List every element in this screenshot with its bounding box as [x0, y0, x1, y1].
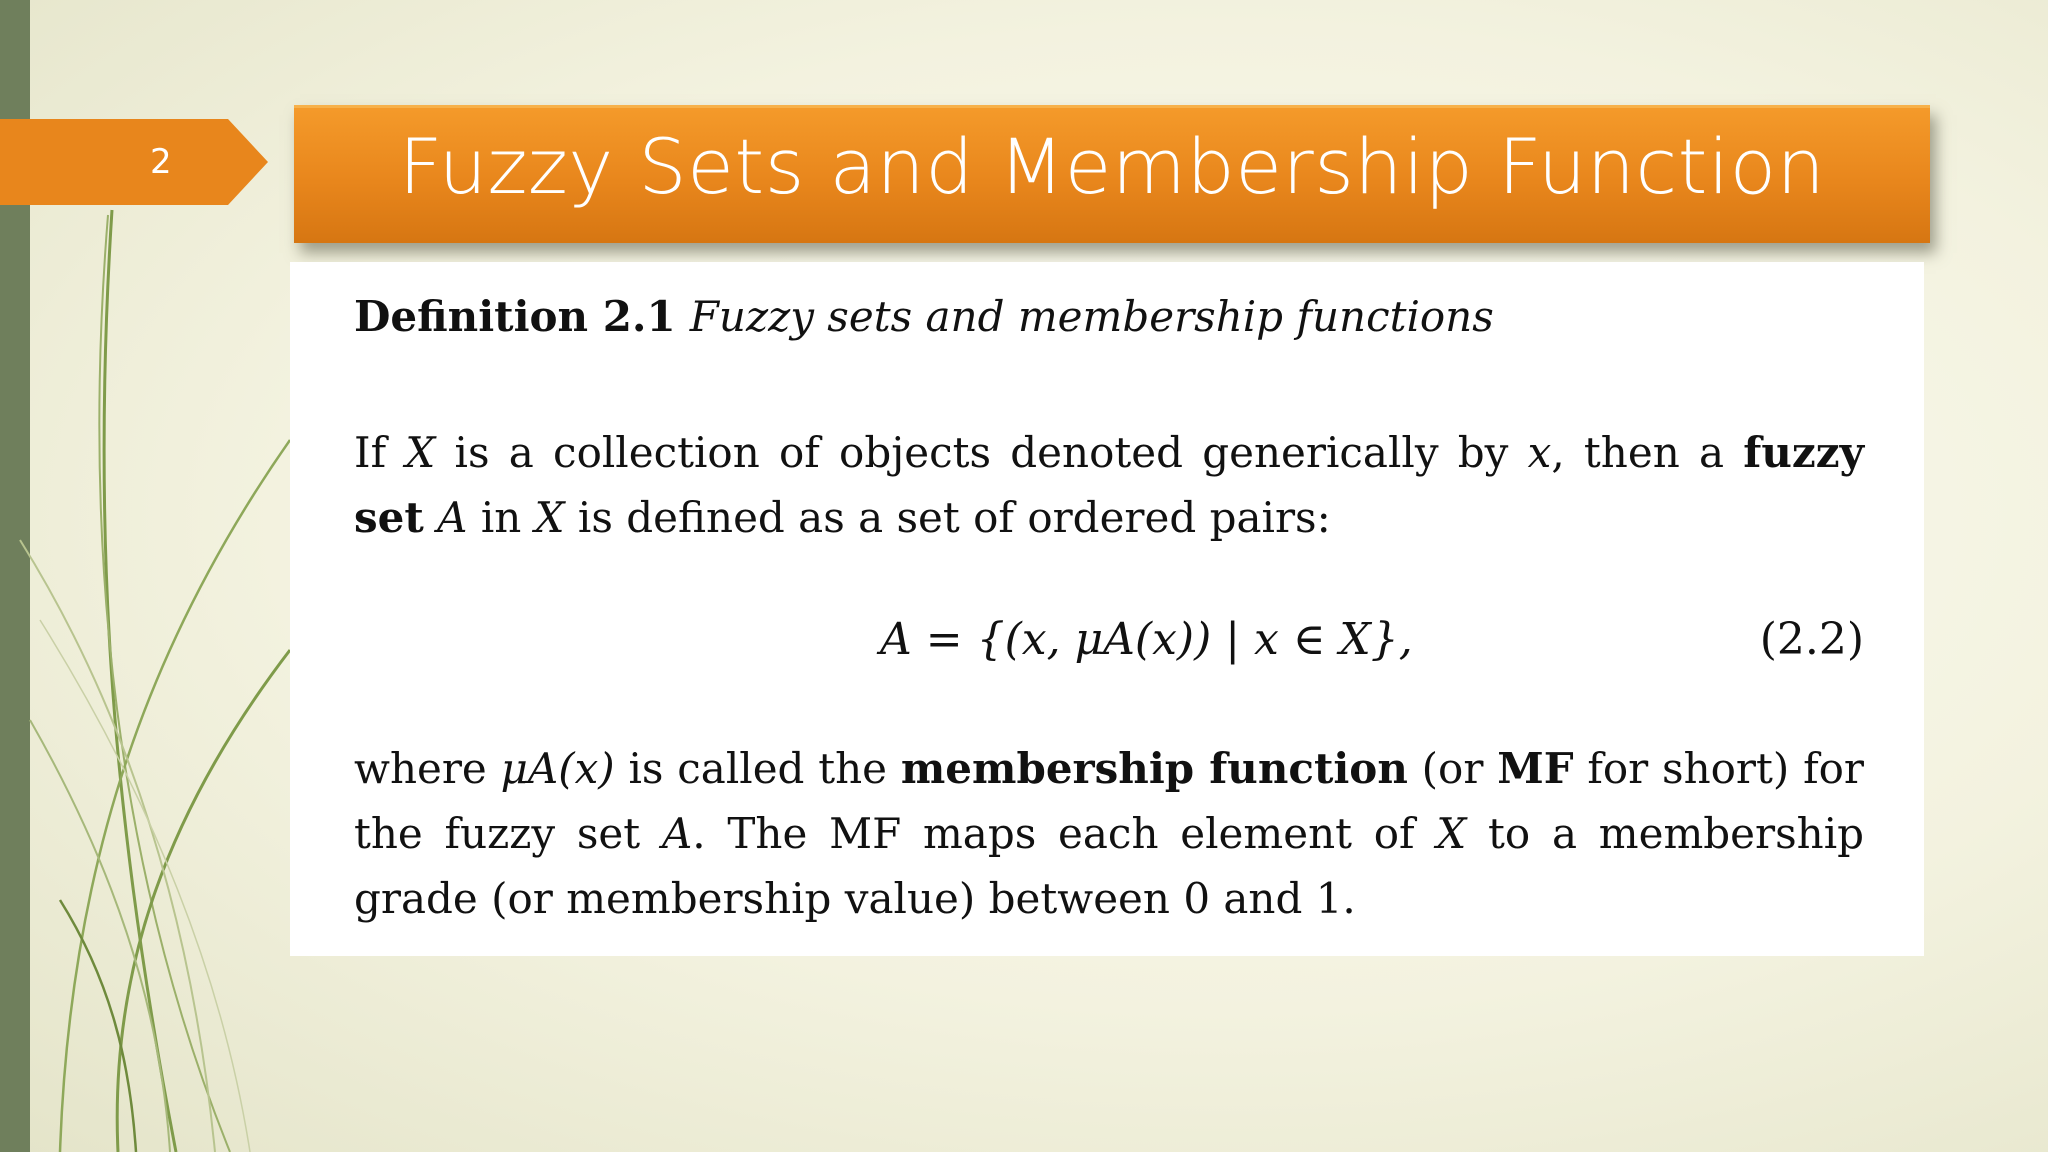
- math-symbol: X: [405, 428, 436, 477]
- text-run: . The MF maps each element of: [692, 809, 1437, 858]
- text-run: for short) for the fuzzy set: [354, 744, 1864, 858]
- text-run: [424, 493, 437, 542]
- equation-2-2: [290, 614, 1864, 684]
- term-fuzzy-set: fuzzy set: [354, 428, 1864, 542]
- term-mf: MF: [1497, 744, 1574, 793]
- term-membership-function: membership function: [900, 744, 1408, 793]
- text-run: to a membership grade (or membership value) between 0 and 1.: [354, 809, 1865, 923]
- math-symbol: A: [661, 809, 693, 858]
- slide-title: Fuzzy Sets and Membership Function: [398, 122, 1826, 211]
- slide-number-badge: [0, 119, 268, 205]
- definition-heading: [354, 292, 1494, 341]
- math-symbol: X: [534, 493, 565, 542]
- text-run: , then a: [1551, 428, 1744, 477]
- text-run: in: [467, 493, 535, 542]
- math-symbol: A: [437, 493, 468, 542]
- definition-label: Definition 2.1: [354, 292, 676, 341]
- equation-number: (2.2): [1759, 614, 1864, 665]
- title-bar: [294, 105, 1930, 243]
- text-run: is a collection of objects denoted generically by: [435, 428, 1528, 477]
- text-run: If: [354, 428, 406, 477]
- equation-formula: A = {(x, μA(x)) | x ∈ X},: [880, 614, 1413, 665]
- definition-paragraph-2: [354, 736, 1864, 931]
- slide-number: 2: [150, 142, 172, 182]
- math-symbol: X: [1436, 809, 1467, 858]
- text-run: where: [354, 744, 501, 793]
- text-run: (or: [1407, 744, 1498, 793]
- definition-name: Fuzzy sets and membership functions: [689, 292, 1494, 341]
- math-symbol: x: [1527, 428, 1552, 477]
- definition-paragraph-1: [354, 420, 1864, 550]
- math-symbol: μA(x): [500, 744, 615, 793]
- definition-panel: [290, 262, 1924, 956]
- text-run: is called the: [614, 744, 901, 793]
- text-run: is defined as a set of ordered pairs:: [564, 493, 1331, 542]
